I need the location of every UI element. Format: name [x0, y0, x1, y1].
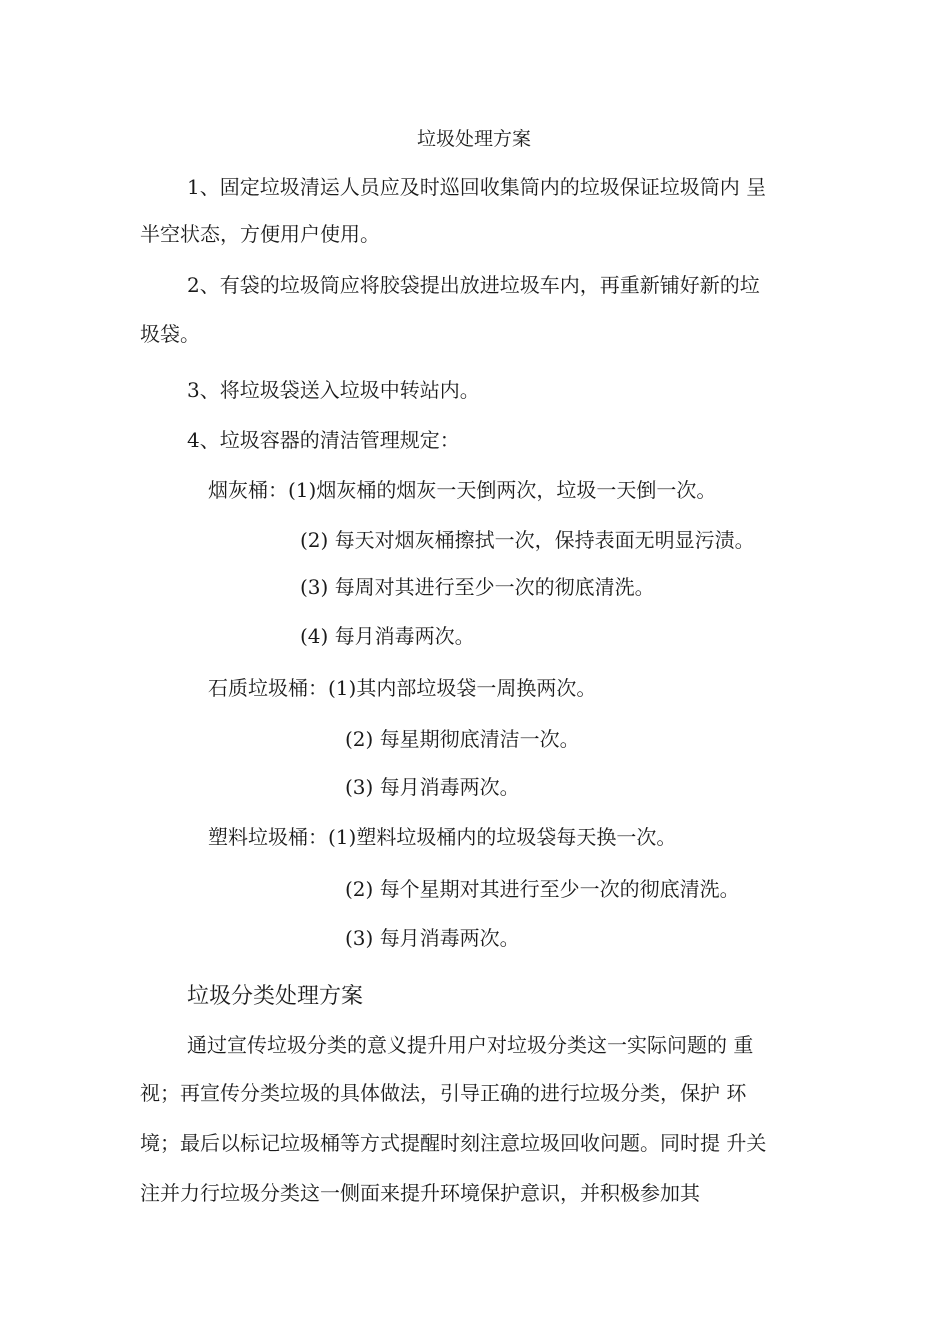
stone-bin-rule-3: (3) 每月消毒两次。: [345, 775, 520, 799]
section-2-line-1: 通过宣传垃圾分类的意义提升用户对垃圾分类这一实际问题的 重: [187, 1033, 754, 1057]
ash-bin-rule-4: (4) 每月消毒两次。: [300, 624, 475, 648]
section-2-title: 垃圾分类处理方案: [187, 984, 364, 1009]
plastic-bin-rule-2: (2) 每个星期对其进行至少一次的彻底清洗。: [345, 877, 740, 901]
paragraph-4: 4、垃圾容器的清洁管理规定：: [187, 428, 460, 452]
plastic-bin-rule-1: 塑料垃圾桶：(1)塑料垃圾桶内的垃圾袋每天换一次。: [208, 825, 677, 849]
ash-bin-rule-3: (3) 每周对其进行至少一次的彻底清洗。: [300, 575, 655, 599]
section-2-line-2: 视；再宣传分类垃圾的具体做法，引导正确的进行垃圾分类，保护 环: [140, 1081, 747, 1105]
paragraph-2-line-1: 2、有袋的垃圾筒应将胶袋提出放进垃圾车内，再重新铺好新的垃: [187, 273, 760, 297]
ash-bin-rule-2: (2) 每天对烟灰桶擦拭一次，保持表面无明显污渍。: [300, 528, 755, 552]
stone-bin-rule-1: 石质垃圾桶：(1)其内部垃圾袋一周换两次。: [208, 676, 597, 700]
document-title: 垃圾处理方案: [417, 128, 532, 150]
paragraph-1-line-1: 1、固定垃圾清运人员应及时巡回收集筒内的垃圾保证垃圾筒内 呈: [187, 175, 767, 199]
paragraph-2-line-2: 圾袋。: [140, 322, 200, 346]
paragraph-3: 3、将垃圾袋送入垃圾中转站内。: [187, 378, 480, 402]
section-2-line-4: 注并力行垃圾分类这一侧面来提升环境保护意识，并积极参加其: [140, 1181, 700, 1205]
paragraph-1-line-2: 半空状态，方便用户使用。: [140, 222, 380, 246]
ash-bin-rule-1: 烟灰桶：(1)烟灰桶的烟灰一天倒两次，垃圾一天倒一次。: [208, 478, 717, 502]
section-2-line-3: 境；最后以标记垃圾桶等方式提醒时刻注意垃圾回收问题。同时提 升关: [140, 1131, 767, 1155]
plastic-bin-rule-3: (3) 每月消毒两次。: [345, 926, 520, 950]
stone-bin-rule-2: (2) 每星期彻底清洁一次。: [345, 727, 580, 751]
